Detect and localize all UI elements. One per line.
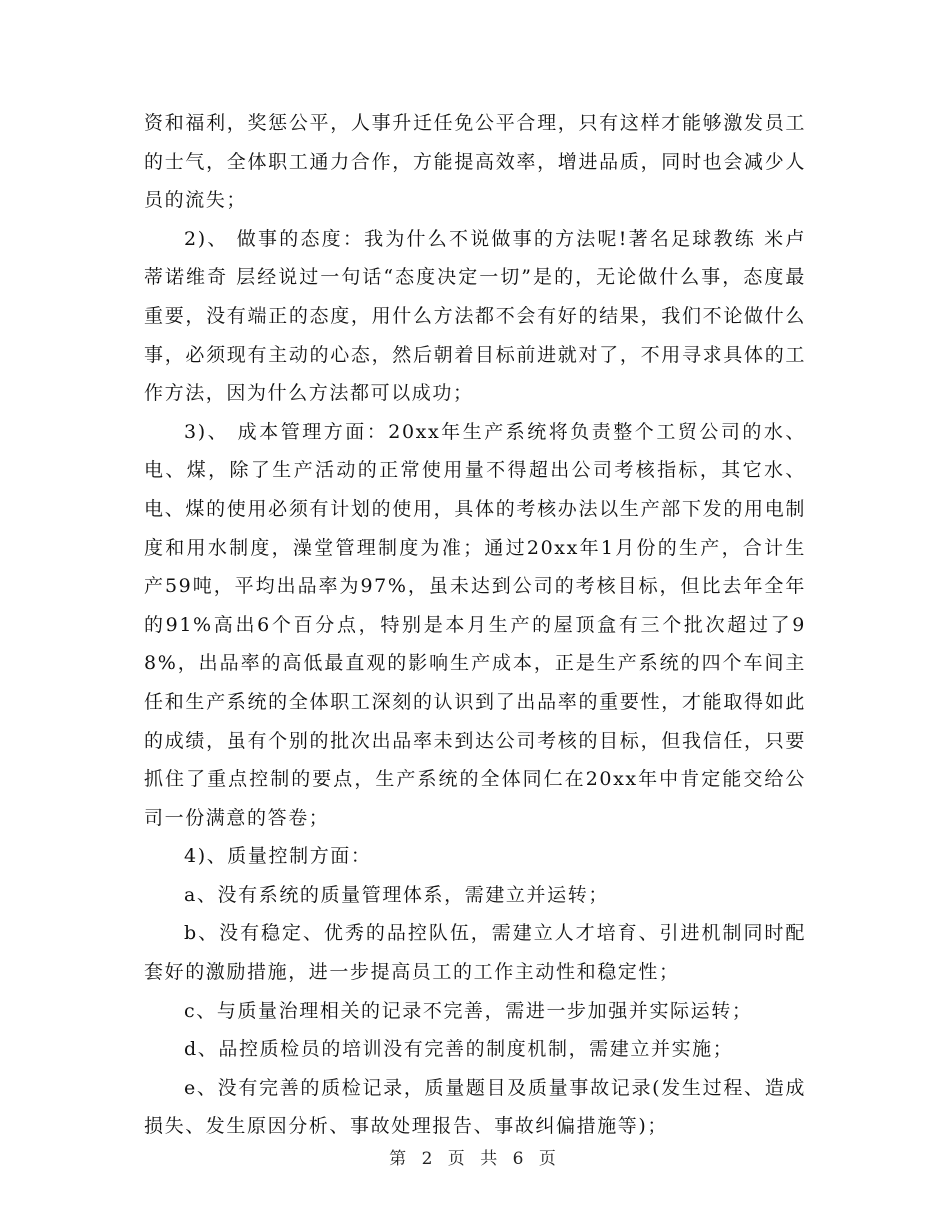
paragraph-4: 4)、质量控制方面：: [184, 845, 372, 868]
paragraph-9: e、没有完善的质检记录，质量题目及质量事故记录(发生过程、造成损失、发生原因分析、事故处理报告、事故纠偏措施等)；: [144, 1076, 806, 1138]
document-body: [144, 104, 806, 1146]
paragraph-7: c、与质量治理相关的记录不完善，需进一步加强并实际运转；: [184, 999, 753, 1022]
page-number-footer: 第 2 页 共 6 页: [389, 1149, 561, 1169]
paragraph-2: 2)、 做事的态度：我为什么不说做事的方法呢!著名足球教练 米卢蒂诺维奇 层经说过一句话“态度决定一切”是的，无论做什么事，态度最重要，没有端正的态度，用什么方法都不会有好的结果，我们不论做什么事，必须现有主动的心态，然后朝着目标前进就对了，不用寻求具体的工作方法，因为什么方法都可以成功；: [144, 227, 806, 405]
paragraph-6: b、没有稳定、优秀的品控队伍，需建立人才培育、引进机制同时配套好的激励措施，进一步提高员工的工作主动性和稳定性；: [144, 922, 806, 984]
paragraph-8: d、品控质检员的培训没有完善的制度机制，需建立并实施；: [184, 1038, 734, 1061]
paragraph-5: a、没有系统的质量管理体系，需建立并运转；: [184, 883, 609, 906]
paragraph-1: 资和福利，奖惩公平，人事升迁任免公平合理，只有这样才能够激发员工的士气，全体职工通力合作，方能提高效率，增进品质，同时也会减少人员的流失；: [144, 112, 806, 212]
paragraph-3: 3)、 成本管理方面：20xx年生产系统将负责整个工贸公司的水、电、煤，除了生产活动的正常使用量不得超出公司考核指标，其它水、电、煤的使用必须有计划的使用，具体的考核办法以生产部下发的用电制度和用水制度，澡堂管理制度为准；通过20xx年1月份的生产，合计生产59吨，平均出品率为97%，虽未达到公司的考核目标，但比去年全年的91%高出6个百分点，特别是本月生产的屋顶盒有三个批次超过了98%，出品率的高低最直观的影响生产成本，正是生产系统的四个车间主任和生产系统的全体职工深刻的认识到了出品率的重要性，才能取得如此的成绩，虽有个别的批次出品率未到达公司考核的目标，但我信任，只要抓住了重点控制的要点，生产系统的全体同仁在20xx年中肯定能交给公司一份满意的答卷；: [144, 420, 806, 829]
